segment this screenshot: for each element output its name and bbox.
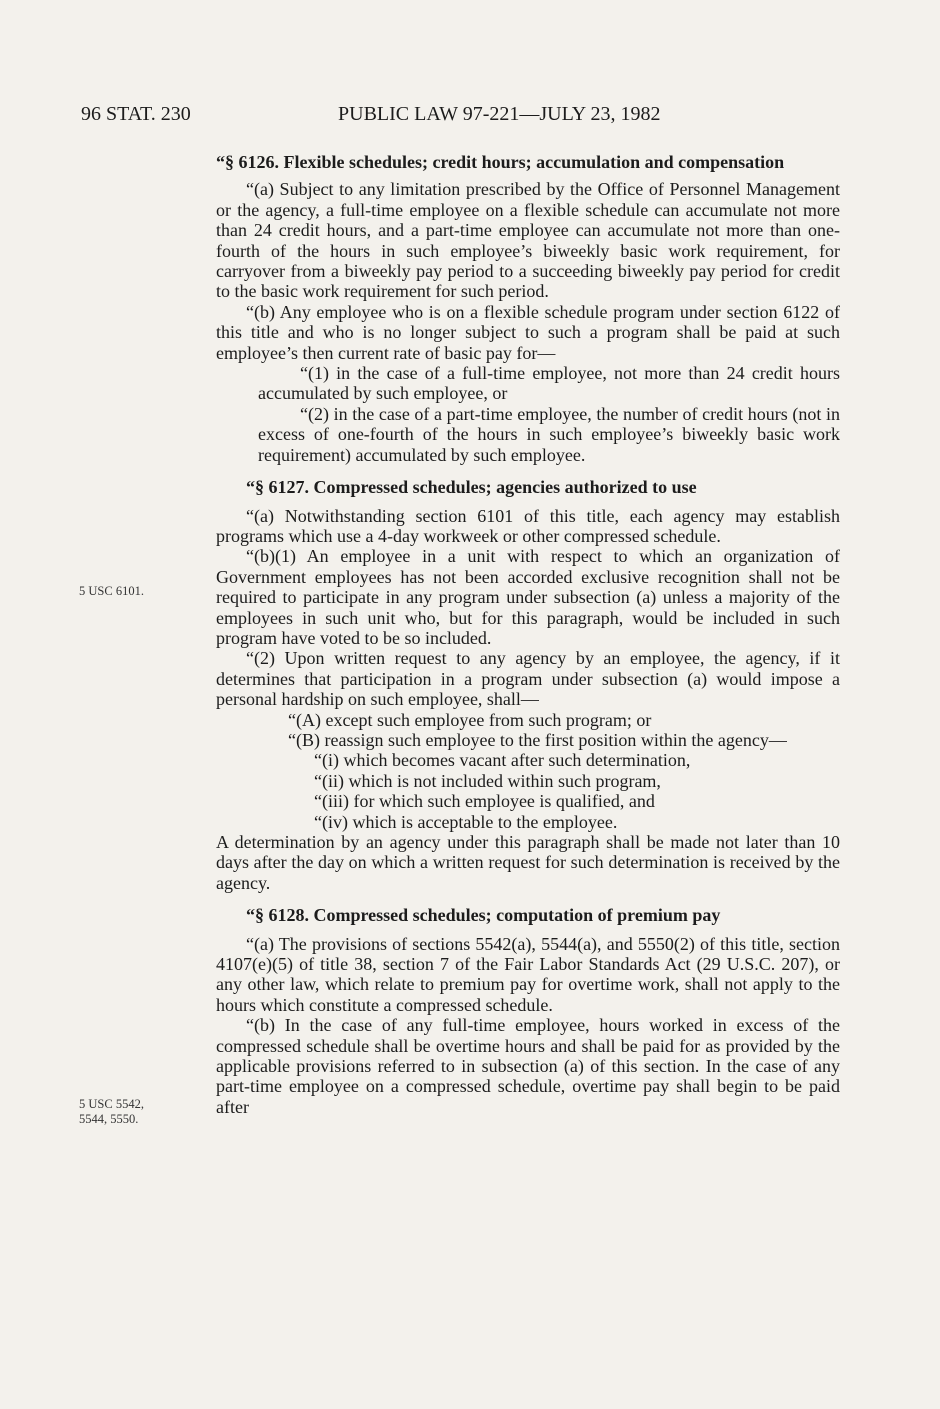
paragraph: “(b)(1) An employee in a unit with respect to which an organization of Government employees has not been accorded exclusive recognition shall not be required to participate in any program under subsection (a) unless a majority of the employees in such unit who, but for this paragraph, would be included in such program have voted to be so included. xyxy=(216,546,840,648)
paragraph: “(a) The provisions of sections 5542(a), 5544(a), and 5550(2) of this title, section 4107(e)(5) of title 38, section 7 of the Fair Labor Standards Act (29 U.S.C. 207), or any other law, which relate to premium pay for overtime work, shall not apply to the hours which constitute a compressed schedule. xyxy=(216,933,840,1015)
list-item: “(ii) which is not included within such program, xyxy=(314,770,661,791)
running-header: PUBLIC LAW 97-221—JULY 23, 1982 xyxy=(338,103,661,125)
document-body xyxy=(216,152,840,1117)
paragraph: “(2) Upon written request to any agency by an employee, the agency, if it determines that participation in a program under subsection (a) would impose a personal hardship on such employee, shall— xyxy=(216,648,840,710)
list-item: “(iii) for which such employee is qualified, and xyxy=(314,791,655,812)
margin-note-line: 5 USC 5542, xyxy=(79,1097,144,1111)
list-item: “(i) which becomes vacant after such determination, xyxy=(314,750,691,771)
paragraph: “(a) Subject to any limitation prescribed by the Office of Personnel Management or the agency, a full-time employee on a flexible schedule can accumulate not more than 24 credit hours, and a part-time employee can accumulate not more than one-fourth of the hours in such employee’s biweekly basic work requirement, for carryover from a biweekly pay period to a succeeding biweekly pay period for credit to the basic work requirement for such period. xyxy=(216,179,840,302)
paragraph: “(b) In the case of any full-time employee, hours worked in excess of the compressed schedule shall be overtime hours and shall be paid for as provided by the applicable provisions referred to in subsection (a) of this section. In the case of any part-time employee on a compressed schedule, overtime pay shall begin to be paid after xyxy=(216,1015,840,1117)
statute-page-number: 96 STAT. 230 xyxy=(81,103,191,125)
margin-note-line: 5544, 5550. xyxy=(79,1112,139,1126)
section-heading-6127: “§ 6127. Compressed schedules; agencies authorized to use xyxy=(246,477,697,498)
paragraph: “(B) reassign such employee to the first position within the agency— xyxy=(288,729,787,750)
paragraph: “(b) Any employee who is on a flexible schedule program under section 6122 of this title and who is no longer subject to such a program shall be paid at such employee’s then current rate of basic pay for— xyxy=(216,301,840,363)
margin-note-usc-6101: 5 USC 6101. xyxy=(79,584,144,598)
section-heading-6128: “§ 6128. Compressed schedules; computation of premium pay xyxy=(246,905,721,926)
paragraph: “(a) Notwithstanding section 6101 of this title, each agency may establish programs which use a 4-day workweek or other compressed schedule. xyxy=(216,505,840,546)
list-item: “(iv) which is acceptable to the employee. xyxy=(314,811,618,832)
margin-note-usc-5542 xyxy=(79,1097,144,1127)
paragraph: “(A) except such employee from such program; or xyxy=(288,709,652,730)
section-heading-6126: “§ 6126. Flexible schedules; credit hours; accumulation and compensation xyxy=(216,152,785,172)
paragraph: “(2) in the case of a part-time employee, the number of credit hours (not in excess of one-fourth of the hours in such employee’s biweekly basic work requirement) accumulated by such employee. xyxy=(258,403,840,465)
paragraph: “(1) in the case of a full-time employee, not more than 24 credit hours accumulated by such employee, or xyxy=(258,363,840,404)
paragraph: A determination by an agency under this paragraph shall be made not later than 10 days after the day on which a written request for such determination is received by the agency. xyxy=(216,832,840,893)
